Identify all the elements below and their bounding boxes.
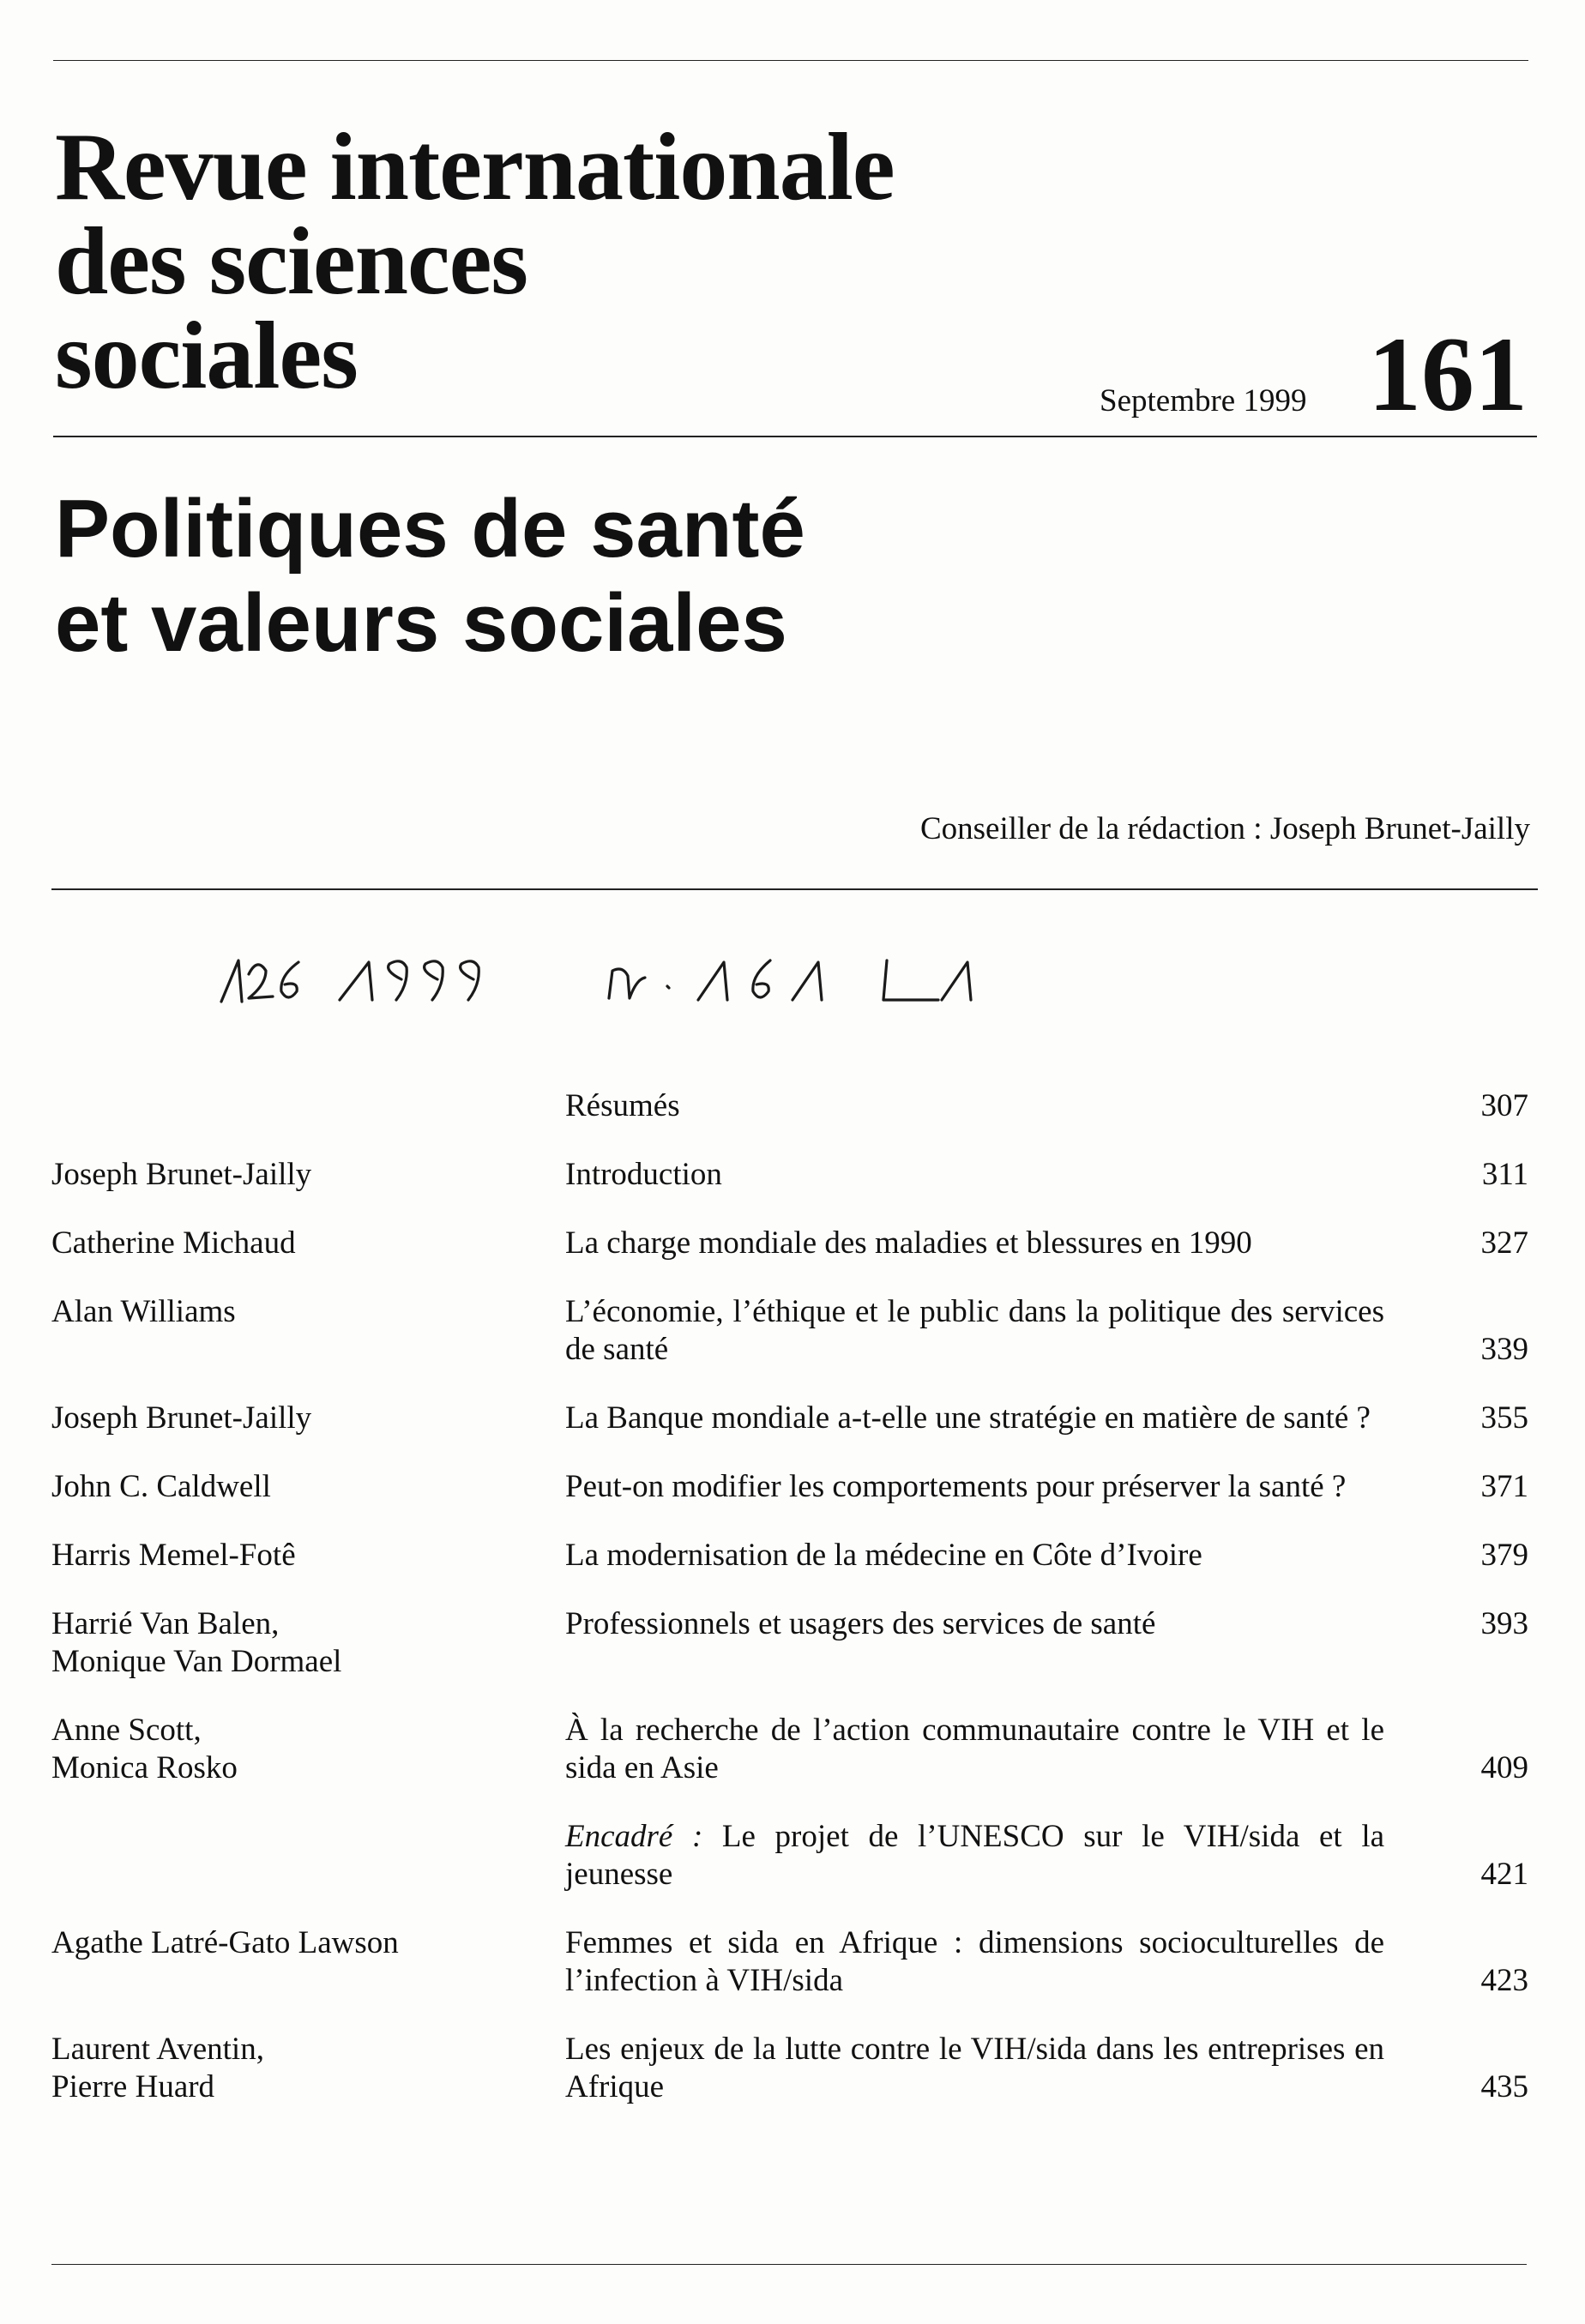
toc-entry-page: 339 xyxy=(1480,1332,1528,1367)
theme-title-line-2: et valeurs sociales xyxy=(55,577,787,669)
toc-entry-author: Anne Scott, xyxy=(51,1713,202,1748)
journal-title-line-1: Revue internationale xyxy=(55,114,895,220)
table-of-contents xyxy=(0,1087,1585,2106)
issue-date: Septembre 1999 xyxy=(1100,383,1307,418)
toc-entry xyxy=(0,1468,1585,1506)
toc-entry-title: Les enjeux de la lutte contre le VIH/sida dans les entreprises en Afrique xyxy=(565,2032,1384,2104)
toc-entry-title: Introduction xyxy=(565,1157,722,1192)
toc-entry-author: Harris Memel-Fotê xyxy=(51,1538,296,1573)
toc-entry xyxy=(0,1712,1585,1787)
toc-entry-title xyxy=(565,1818,1384,1894)
toc-entry-title: La charge mondiale des maladies et blessures en 1990 xyxy=(565,1225,1252,1261)
toc-entry-page: 327 xyxy=(1480,1225,1528,1261)
theme-title-line-1: Politiques de santé xyxy=(55,483,805,575)
toc-entry xyxy=(0,2031,1585,2106)
toc-entry-author: John C. Caldwell xyxy=(51,1469,271,1504)
toc-entry xyxy=(0,1156,1585,1194)
toc-entry-resumes xyxy=(0,1087,1585,1125)
issue-number: 161 xyxy=(1368,316,1528,433)
toc-entry-page: 421 xyxy=(1480,1857,1528,1892)
toc-entry-authors xyxy=(51,1712,532,1787)
handwritten-shelfmark xyxy=(213,942,1199,1010)
toc-entry xyxy=(0,1924,1585,2000)
editor-rule xyxy=(51,888,1538,890)
toc-entry-title: À la recherche de l’action communautaire contre le VIH et le sida en Asie xyxy=(565,1713,1384,1785)
toc-entry-page: 409 xyxy=(1480,1750,1528,1785)
toc-entry-author: Joseph Brunet-Jailly xyxy=(51,1400,312,1436)
toc-entry-author: Harrié Van Balen, xyxy=(51,1606,280,1641)
journal-title xyxy=(55,114,1170,409)
toc-entry-title: L’économie, l’éthique et le public dans la politique des services de santé xyxy=(565,1294,1384,1367)
toc-entry-label: Encadré : xyxy=(565,1819,703,1854)
toc-entry-page: 435 xyxy=(1480,2069,1528,2104)
toc-entry-title: La Banque mondiale a-t-elle une stratégie en matière de santé ? xyxy=(565,1400,1371,1436)
toc-entry-title: Femmes et sida en Afrique : dimensions socioculturelles de l’infection à VIH/sida xyxy=(565,1925,1384,1998)
toc-entry-page: 307 xyxy=(1480,1088,1528,1123)
journal-title-line-2: des sciences xyxy=(55,208,528,315)
toc-entry-authors xyxy=(51,1605,532,1681)
toc-entry xyxy=(0,1225,1585,1262)
toc-entry-authors xyxy=(51,2031,532,2106)
bottom-rule xyxy=(51,2264,1527,2265)
toc-entry-page: 371 xyxy=(1480,1469,1528,1504)
toc-entry-author: Monique Van Dormael xyxy=(51,1644,342,1679)
toc-entry-page: 355 xyxy=(1480,1400,1528,1436)
toc-entry-page: 379 xyxy=(1480,1538,1528,1573)
title-rule xyxy=(53,436,1537,437)
toc-entry-title-text: Le projet de l’UNESCO sur le VIH/sida et la jeunesse xyxy=(565,1819,1385,1892)
toc-entry-title: Professionnels et usagers des services de santé xyxy=(565,1606,1156,1641)
toc-entry-box xyxy=(0,1818,1585,1894)
toc-entry-author: Laurent Aventin, xyxy=(51,2032,264,2067)
journal-title-line-3: sociales xyxy=(55,303,358,409)
toc-entry xyxy=(0,1537,1585,1574)
toc-entry xyxy=(0,1605,1585,1681)
toc-entry xyxy=(0,1293,1585,1369)
top-rule xyxy=(53,60,1528,61)
toc-entry-author: Pierre Huard xyxy=(51,2069,215,2104)
toc-entry-page: 311 xyxy=(1481,1157,1528,1192)
toc-entry-page: 423 xyxy=(1480,1963,1528,1998)
toc-entry-author: Alan Williams xyxy=(51,1294,236,1329)
toc-entry-author: Joseph Brunet-Jailly xyxy=(51,1157,312,1192)
toc-entry-page: 393 xyxy=(1480,1606,1528,1641)
editor-note: Conseiller de la rédaction : Joseph Brunet-Jailly xyxy=(919,811,1530,846)
toc-entry-author: Agathe Latré-Gato Lawson xyxy=(51,1925,399,1960)
toc-entry xyxy=(0,1400,1585,1437)
toc-entry-title: Peut-on modifier les comportements pour préserver la santé ? xyxy=(565,1469,1347,1504)
toc-entry-author: Catherine Michaud xyxy=(51,1225,296,1261)
theme-title xyxy=(55,482,1256,671)
toc-entry-title: Résumés xyxy=(565,1088,680,1123)
toc-entry-author: Monica Rosko xyxy=(51,1750,238,1785)
toc-entry-title: La modernisation de la médecine en Côte d’Ivoire xyxy=(565,1538,1202,1573)
